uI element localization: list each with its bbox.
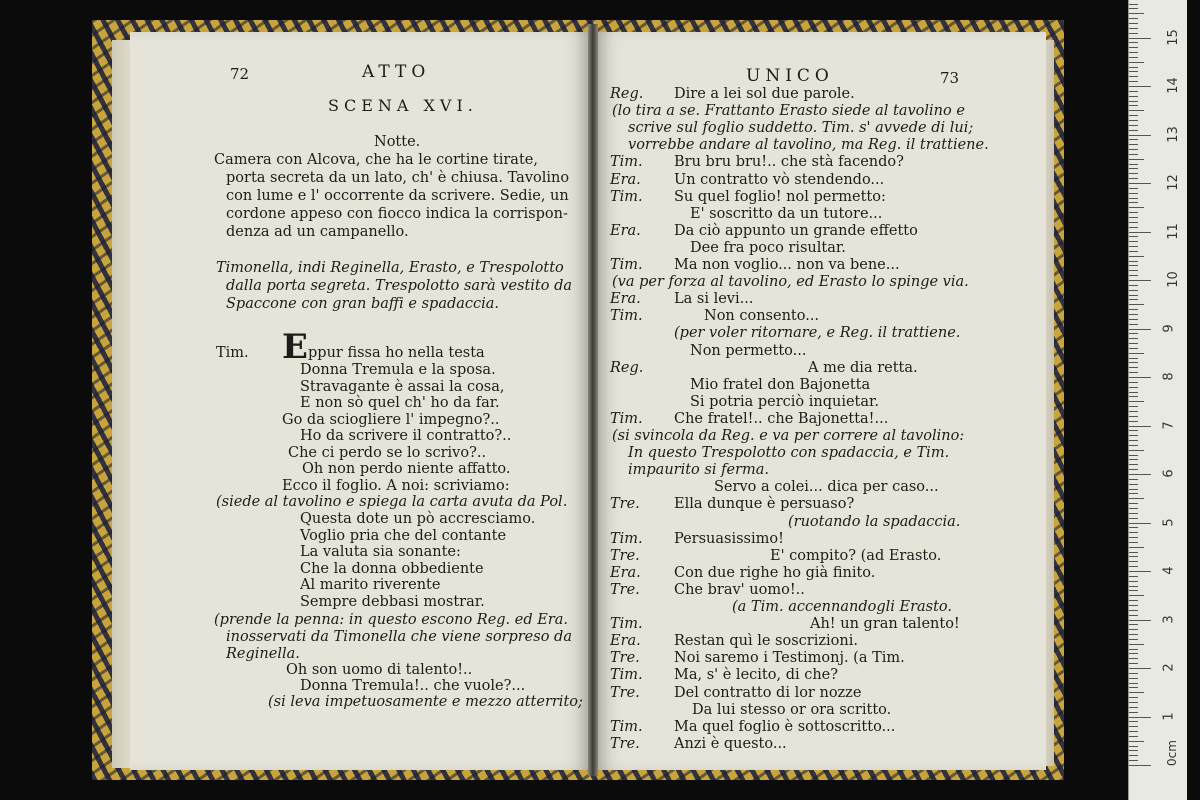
ruler-tick xyxy=(1129,668,1151,669)
verse-line: E non sò quel ch' ho da far. xyxy=(300,395,500,411)
ruler-number: 12 xyxy=(1165,174,1181,191)
ruler-tick xyxy=(1129,275,1138,276)
ruler-tick xyxy=(1129,639,1138,640)
ruler-tick xyxy=(1129,338,1138,339)
ruler-tick xyxy=(1129,474,1151,475)
ruler-tick xyxy=(1129,440,1138,441)
ruler-tick xyxy=(1129,23,1138,24)
ruler-tick xyxy=(1129,600,1138,601)
ruler-tick xyxy=(1129,358,1138,359)
ruler-tick xyxy=(1129,760,1138,761)
ruler-tick xyxy=(1129,290,1138,291)
speaker-label: Era. xyxy=(610,171,641,188)
setting-line: cordone appeso con fiocco indica la corrispon- xyxy=(226,206,568,222)
ruler-tick xyxy=(1129,304,1144,305)
ruler-tick xyxy=(1129,71,1138,72)
ruler-tick xyxy=(1129,324,1138,325)
dialogue-line: Su quel foglio! nol permetto: xyxy=(674,188,886,205)
page-stack-left xyxy=(112,40,132,768)
ruler-tick xyxy=(1129,663,1138,664)
dialogue-line: Si potria perciò inquietar. xyxy=(690,393,879,410)
left-page xyxy=(130,32,592,770)
ruler-tick xyxy=(1129,256,1144,257)
stage-direction: (si leva impetuosamente e mezzo atterrito; xyxy=(268,694,583,710)
speaker-label: Tim. xyxy=(610,188,643,205)
setting-line: porta secreta da un lato, ch' è chiusa. Tavolino xyxy=(226,170,570,186)
stage-direction-line: Reginella. xyxy=(226,646,300,662)
ruler-tick xyxy=(1129,222,1138,223)
verse-line: Sempre debbasi mostrar. xyxy=(300,593,485,610)
ruler-tick xyxy=(1129,697,1138,698)
ruler-tick xyxy=(1129,508,1138,509)
verse-line: Che ci perdo se lo scrivo?.. xyxy=(288,444,487,461)
ruler-tick xyxy=(1129,4,1138,5)
verse-line: Donna Tremula!.. che vuole?... xyxy=(300,678,526,694)
ruler-tick xyxy=(1129,673,1138,674)
dialogue-line: Anzi è questo... xyxy=(674,735,787,752)
ruler-tick xyxy=(1129,537,1138,538)
stage-direction: (per voler ritornare, e Reg. il trattiene. xyxy=(674,325,961,342)
ruler-tick xyxy=(1129,653,1138,654)
ruler-number: 6 xyxy=(1161,469,1177,478)
stage-direction: scrive sul foglio suddetto. Tim. s' avvede di lui; xyxy=(628,120,974,137)
speaker-label: Tim. xyxy=(610,718,643,735)
ruler-tick xyxy=(1129,445,1138,446)
ruler-tick xyxy=(1129,183,1151,184)
ruler-tick xyxy=(1129,532,1138,533)
dialogue-line: E' soscritto da un tutore... xyxy=(690,205,883,222)
ruler-tick xyxy=(1129,387,1138,388)
ruler-tick xyxy=(1129,624,1138,625)
ruler-tick xyxy=(1129,168,1138,169)
ruler-tick xyxy=(1129,372,1138,373)
ruler-tick xyxy=(1129,401,1144,402)
speaker-label: Tim. xyxy=(610,667,643,684)
ruler-tick xyxy=(1129,750,1138,751)
verse-line: Al marito riverente xyxy=(300,577,441,593)
ruler-tick xyxy=(1129,212,1138,213)
ruler-tick xyxy=(1129,687,1138,688)
stage-direction-line: (prende la penna: in questo escono Reg. ed Era. xyxy=(214,612,569,628)
ruler-tick xyxy=(1129,498,1144,499)
ruler-tick xyxy=(1129,503,1138,504)
ruler-tick xyxy=(1129,595,1144,596)
stage-direction: impaurito si ferma. xyxy=(628,462,769,479)
dialogue-line: Persuasissimo! xyxy=(674,530,784,547)
stage-direction: (va per forza al tavolino, ed Erasto lo spinge via. xyxy=(612,274,969,291)
ruler-tick xyxy=(1129,658,1138,659)
ruler-tick xyxy=(1129,459,1138,460)
ruler-tick xyxy=(1129,115,1138,116)
dialogue-line: Che brav' uomo!.. xyxy=(674,581,805,598)
ruler-tick xyxy=(1129,38,1151,39)
dialogue-line: Non permetto... xyxy=(690,342,807,359)
dialogue-line: Ah! un gran talento! xyxy=(810,616,960,633)
ruler-unit: 0cm xyxy=(1164,740,1179,766)
ruler-tick xyxy=(1129,280,1151,281)
setting-line: Camera con Alcova, che ha le cortine tirate, xyxy=(214,152,538,168)
right-page xyxy=(594,32,1046,770)
ruler-tick xyxy=(1129,202,1138,203)
dialogue-line: Mio fratel don Bajonetta xyxy=(690,376,871,393)
ruler-tick xyxy=(1129,464,1138,465)
ruler-tick xyxy=(1129,105,1138,106)
speaker-label: Tim. xyxy=(610,257,643,273)
ruler-tick xyxy=(1129,207,1144,208)
verse-line: Oh son uomo di talento!.. xyxy=(286,662,473,678)
speaker-label: Tim. xyxy=(610,154,643,171)
page-number-left: 72 xyxy=(230,65,250,83)
ruler-tick xyxy=(1129,329,1151,330)
ruler-tick xyxy=(1129,178,1138,179)
speaker-label: Tim. xyxy=(216,345,249,361)
ruler-tick xyxy=(1129,47,1138,48)
ruler-number: 15 xyxy=(1165,28,1181,46)
ruler-tick xyxy=(1129,265,1138,266)
ruler-tick xyxy=(1129,343,1138,344)
ruler-tick xyxy=(1129,217,1138,218)
ruler-tick xyxy=(1129,270,1138,271)
ruler-number: 14 xyxy=(1165,77,1181,94)
drop-cap: E xyxy=(282,327,308,367)
stage-direction: (lo tira a se. Frattanto Erasto siede al tavolino e xyxy=(612,103,965,120)
speaker-label: Reg. xyxy=(610,359,644,376)
ruler-tick xyxy=(1129,455,1138,456)
ruler-tick xyxy=(1129,42,1138,43)
page-number-right: 73 xyxy=(940,69,960,87)
ruler-tick xyxy=(1129,634,1138,635)
stage-direction-line: inosservati da Timonella che viene sorpreso da xyxy=(226,629,572,645)
dialogue-line: Dee fra poco risultar. xyxy=(690,239,846,256)
ruler-tick xyxy=(1129,57,1138,58)
book-gutter xyxy=(588,24,598,776)
dialogue-line: E' compito? (ad Erasto. xyxy=(770,547,942,564)
ruler-tick xyxy=(1129,523,1151,524)
ruler-tick xyxy=(1129,120,1138,121)
ruler-tick xyxy=(1129,314,1138,315)
ruler-tick xyxy=(1129,367,1138,368)
ruler-tick xyxy=(1129,493,1138,494)
dialogue-line: Da ciò appunto un grande effetto xyxy=(674,222,918,239)
dialogue-line: Da lui stesso or ora scritto. xyxy=(692,701,892,718)
speaker-label: Tre. xyxy=(610,735,640,752)
ruler-tick xyxy=(1129,392,1138,393)
ruler-tick xyxy=(1129,382,1138,383)
ruler-tick xyxy=(1129,586,1138,587)
ruler-tick xyxy=(1129,236,1138,237)
ruler-number: 8 xyxy=(1161,372,1177,381)
speaker-label: Tre. xyxy=(610,581,640,598)
running-head-left: ATTO xyxy=(362,62,431,82)
ruler-tick xyxy=(1129,52,1138,53)
setting-title: Notte. xyxy=(374,134,421,150)
ruler-tick xyxy=(1129,299,1138,300)
ruler-tick xyxy=(1129,193,1138,194)
ruler-tick xyxy=(1129,678,1138,679)
ruler-tick xyxy=(1129,241,1138,242)
stage-direction: vorrebbe andare al tavolino, ma Reg. il trattiene. xyxy=(628,137,989,154)
ruler-tick xyxy=(1129,295,1138,296)
ruler-tick xyxy=(1129,547,1144,548)
dialogue-line: Ma quel foglio è sottoscritto... xyxy=(674,718,896,735)
ruler-tick xyxy=(1129,513,1138,514)
ruler-tick xyxy=(1129,377,1151,378)
ruler-number: 13 xyxy=(1165,125,1181,143)
ruler-number: 11 xyxy=(1165,222,1181,240)
verse-line: Ecco il foglio. A noi: scriviamo: xyxy=(282,477,510,494)
speaker-label: Tim. xyxy=(610,616,643,633)
dialogue-line: Ella dunque è persuaso? xyxy=(674,496,855,513)
dialogue-line: Con due righe ho già finito. xyxy=(674,564,876,581)
speaker-label: Era. xyxy=(610,222,641,239)
ruler-number: 4 xyxy=(1161,566,1177,575)
speaker-label: Era. xyxy=(610,564,641,581)
ruler-tick xyxy=(1129,527,1138,528)
verse-line: Stravagante è assai la cosa, xyxy=(300,378,505,395)
verse-line: Che la donna obbediente xyxy=(300,560,484,577)
verse-line: Voglio pria che del contante xyxy=(300,527,507,544)
ruler-tick xyxy=(1129,416,1138,417)
ruler-tick xyxy=(1129,489,1138,490)
ruler-tick xyxy=(1129,692,1144,693)
ruler-tick xyxy=(1129,159,1144,160)
ruler-number: 10 xyxy=(1165,271,1181,288)
dialogue-line: Noi saremo i Testimonj. (a Tim. xyxy=(674,650,905,667)
ruler-tick xyxy=(1129,396,1138,397)
ruler-tick xyxy=(1129,406,1138,407)
dialogue-line: Ma non voglio... non va bene... xyxy=(674,257,900,273)
dialogue-line: Del contratto di lor nozze xyxy=(674,684,862,701)
dialogue-line: La si levi... xyxy=(674,291,754,308)
ruler-tick xyxy=(1129,28,1138,29)
ruler-tick xyxy=(1129,731,1138,732)
ruler-tick xyxy=(1129,484,1138,485)
ruler-tick xyxy=(1129,746,1138,747)
ruler-tick xyxy=(1129,154,1138,155)
ruler-tick xyxy=(1129,707,1138,708)
ruler-tick xyxy=(1129,86,1151,87)
dialogue-line: Restan quì le soscrizioni. xyxy=(674,633,858,650)
ruler-tick xyxy=(1129,576,1138,577)
ruler-tick xyxy=(1129,91,1138,92)
ruler-tick xyxy=(1129,450,1144,451)
ruler-tick xyxy=(1129,173,1138,174)
ruler-tick xyxy=(1129,590,1138,591)
ruler-tick xyxy=(1129,426,1151,427)
characters-line: Spaccone con gran baffi e spadaccia. xyxy=(226,296,500,312)
stage-direction: In questo Trespolotto con spadaccia, e Tim. xyxy=(628,445,950,462)
ruler-tick xyxy=(1129,629,1138,630)
ruler-tick xyxy=(1129,101,1138,102)
ruler-number: 9 xyxy=(1161,323,1177,333)
ruler-tick xyxy=(1129,721,1138,722)
ruler-tick xyxy=(1129,683,1138,684)
ruler-tick xyxy=(1129,348,1138,349)
verse-line: Donna Tremula e la sposa. xyxy=(300,362,496,378)
ruler-tick xyxy=(1129,741,1144,742)
ruler-tick xyxy=(1129,125,1138,126)
stage-direction: (a Tim. accennandogli Erasto. xyxy=(732,599,953,615)
ruler-tick xyxy=(1129,319,1138,320)
ruler-tick xyxy=(1129,421,1138,422)
ruler-tick xyxy=(1129,333,1138,334)
speaker-label: Tim. xyxy=(610,530,643,547)
dialogue-line: Ma, s' è lecito, di che? xyxy=(674,667,839,684)
characters-line: Timonella, indi Reginella, Erasto, e Trespolotto xyxy=(216,260,564,276)
ruler-number: 5 xyxy=(1161,517,1177,527)
ruler-tick xyxy=(1129,610,1138,611)
ruler-tick xyxy=(1129,188,1138,189)
verse-line: Oh non perdo niente affatto. xyxy=(302,461,511,477)
verse-line: Ho da scrivere il contratto?.. xyxy=(300,428,512,444)
ruler-tick xyxy=(1129,164,1138,165)
ruler-tick xyxy=(1129,726,1138,727)
ruler-tick xyxy=(1129,561,1138,562)
verse-line: Questa dote un pò accresciamo. xyxy=(300,511,536,527)
speaker-label: Tre. xyxy=(610,650,640,667)
stage-direction: (siede al tavolino e spiega la carta avuta da Pol. xyxy=(216,494,568,510)
ruler-tick xyxy=(1129,110,1144,111)
setting-line: con lume e l' occorrente da scrivere. Sedie, un xyxy=(226,188,569,204)
ruler-tick xyxy=(1129,285,1138,286)
ruler-tick xyxy=(1129,755,1138,756)
ruler-tick xyxy=(1129,605,1138,606)
speaker-label: Tim. xyxy=(610,410,643,427)
ruler-tick xyxy=(1129,309,1138,310)
ruler-tick xyxy=(1129,18,1138,19)
dialogue-line: Non consento... xyxy=(704,308,820,325)
ruler-tick xyxy=(1129,13,1144,14)
speaker-label: Tre. xyxy=(610,547,640,564)
ruler-number: 1 xyxy=(1161,711,1177,721)
speaker-label: Era. xyxy=(610,633,641,650)
ruler-tick xyxy=(1129,8,1138,9)
ruler-tick xyxy=(1129,469,1138,470)
speaker-label: Tre. xyxy=(610,684,640,701)
ruler-number: 7 xyxy=(1161,420,1177,430)
ruler-tick xyxy=(1129,556,1138,557)
dialogue-line: Bru bru bru!.. che stà facendo? xyxy=(674,154,904,171)
ruler-tick xyxy=(1129,130,1138,131)
dialogue-line: Dire a lei sol due parole. xyxy=(674,86,855,102)
ruler-tick xyxy=(1129,615,1138,616)
stage-direction: (si svincola da Reg. e va per correre al tavolino: xyxy=(612,428,965,444)
ruler-tick xyxy=(1129,198,1138,199)
ruler-tick xyxy=(1129,644,1144,645)
ruler-tick xyxy=(1129,139,1138,140)
ruler-tick xyxy=(1129,479,1138,480)
ruler-tick xyxy=(1129,542,1138,543)
ruler-tick xyxy=(1129,81,1138,82)
ruler-tick xyxy=(1129,67,1138,68)
dialogue-line: Servo a colei... dica per caso... xyxy=(714,479,939,496)
ruler-tick xyxy=(1129,227,1138,228)
speaker-label: Tim. xyxy=(610,308,643,325)
ruler-number: 3 xyxy=(1161,614,1177,624)
stage-direction: (ruotando la spadaccia. xyxy=(788,513,961,530)
ruler-tick xyxy=(1129,149,1138,150)
ruler-tick xyxy=(1129,353,1144,354)
ruler-tick xyxy=(1129,144,1138,145)
ruler-tick xyxy=(1129,712,1138,713)
ruler-tick xyxy=(1129,435,1138,436)
speaker-label: Reg. xyxy=(610,86,644,102)
ruler-tick xyxy=(1129,571,1151,572)
verse-line: Go da sciogliere l' impegno?.. xyxy=(282,411,500,428)
ruler-tick xyxy=(1129,135,1151,136)
ruler-tick xyxy=(1129,261,1138,262)
dialogue-line: A me dia retta. xyxy=(808,359,918,376)
ruler-tick xyxy=(1129,552,1138,553)
speaker-label: Era. xyxy=(610,291,641,308)
ruler-tick xyxy=(1129,736,1138,737)
verse-line: La valuta sia sonante: xyxy=(300,544,461,560)
measurement-ruler xyxy=(1128,0,1187,800)
ruler-tick xyxy=(1129,96,1138,97)
dialogue-line: Un contratto vò stendendo... xyxy=(674,171,885,188)
ruler-tick xyxy=(1129,411,1138,412)
setting-line: denza ad un campanello. xyxy=(226,224,409,240)
ruler-tick xyxy=(1129,76,1138,77)
ruler-tick xyxy=(1129,518,1138,519)
ruler-number: 2 xyxy=(1161,663,1177,672)
ruler-tick xyxy=(1129,765,1151,766)
dialogue-line: Che fratel!.. che Bajonetta!... xyxy=(674,410,889,427)
ruler-tick xyxy=(1129,620,1151,621)
scene-title: SCENA XVI. xyxy=(328,96,478,115)
ruler-tick xyxy=(1129,581,1138,582)
ruler-tick xyxy=(1129,566,1138,567)
ruler-tick xyxy=(1129,232,1151,233)
running-head-right: UNICO xyxy=(746,66,834,86)
verse-line: ppur fissa ho nella testa xyxy=(308,345,485,361)
ruler-tick xyxy=(1129,702,1138,703)
ruler-tick xyxy=(1129,246,1138,247)
ruler-tick xyxy=(1129,33,1138,34)
ruler-tick xyxy=(1129,430,1138,431)
ruler-tick xyxy=(1129,251,1138,252)
ruler-tick xyxy=(1129,362,1138,363)
ruler-tick xyxy=(1129,717,1151,718)
speaker-label: Tre. xyxy=(610,496,640,513)
ruler-tick xyxy=(1129,62,1144,63)
ruler-tick xyxy=(1129,649,1138,650)
characters-line: dalla porta segreta. Trespolotto sarà vestito da xyxy=(226,278,573,294)
